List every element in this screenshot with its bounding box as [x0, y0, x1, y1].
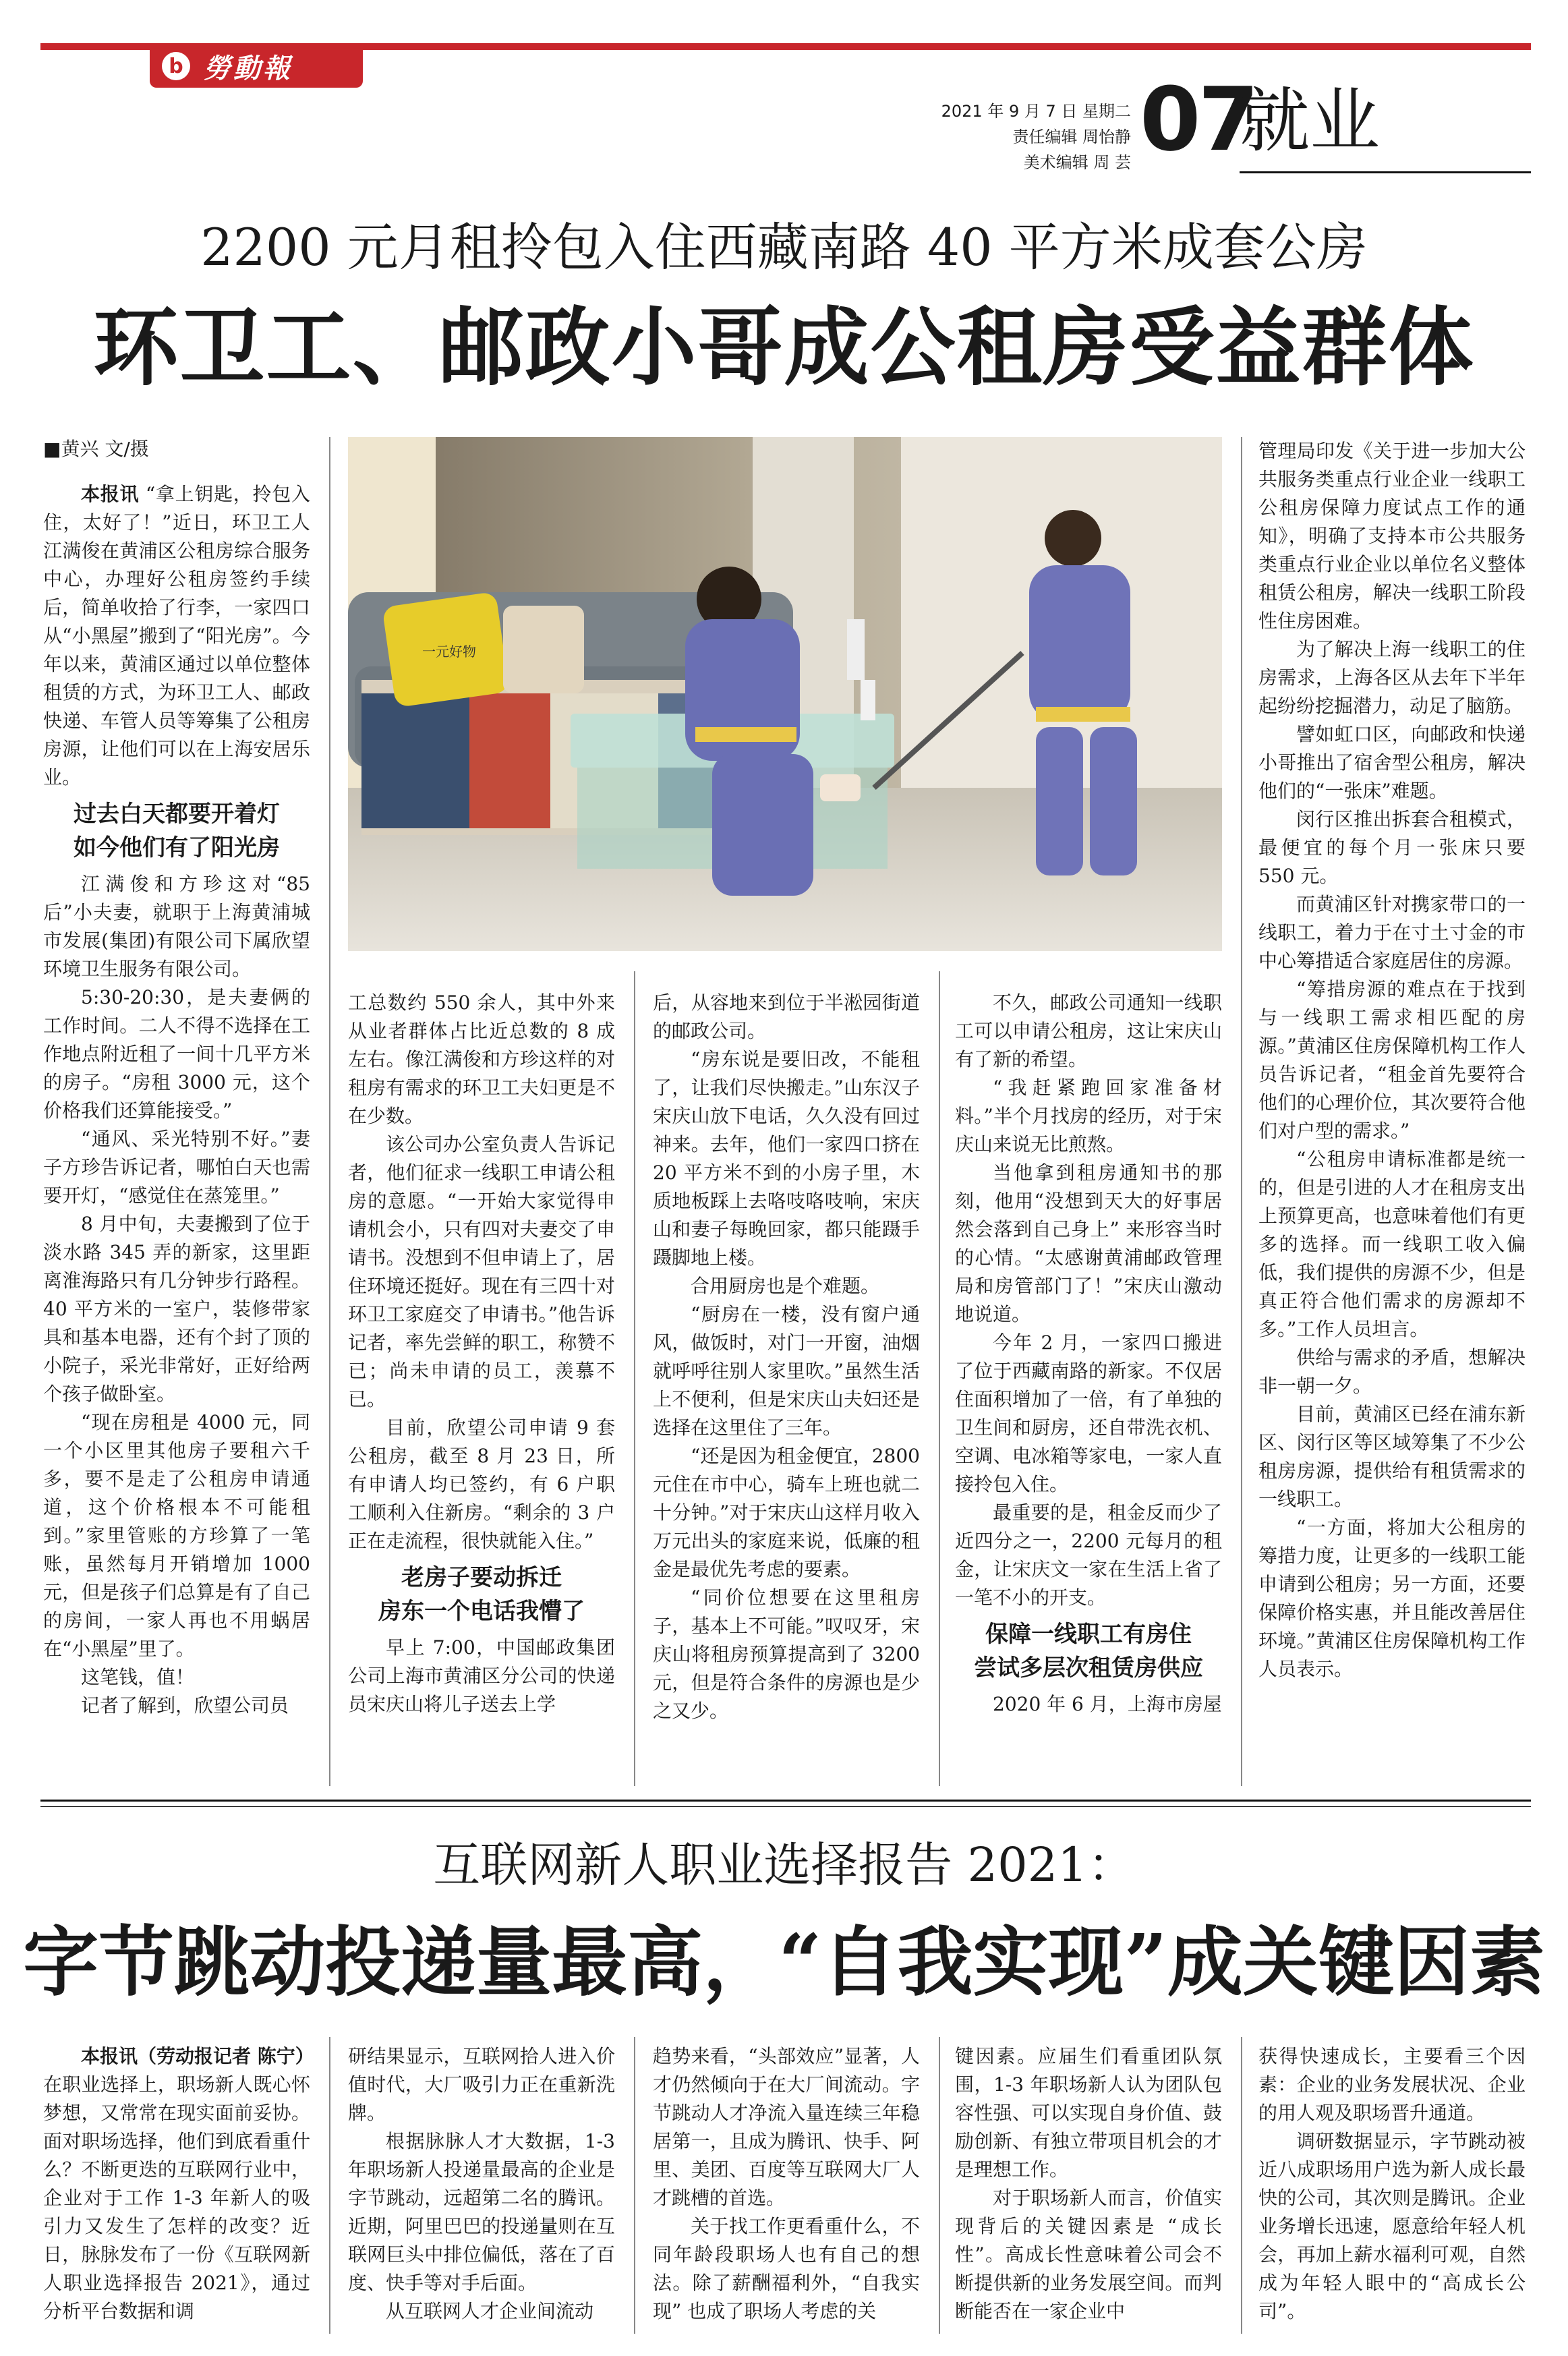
article1-column-4 — [955, 989, 1222, 1719]
paragraph-text: 不久，邮政公司通知一线职工可以申请公租房，这让宋庆山有了新的希望。 — [955, 992, 1222, 1070]
article2-headline: 字节跳动投递量最高，“自我实现”成关键因素 — [23, 1918, 1545, 2007]
paragraph-text: 关于找工作更看重什么，不同年龄段职场人也有自己的想法。除了薪酬福利外，“自我实现” 也成了职场人考虑的关 — [653, 2215, 920, 2322]
paragraph — [1258, 975, 1526, 1145]
section-title: 就业 — [1240, 80, 1381, 162]
paragraph-text: 根据脉脉人才大数据，1-3 年职场新人投递量最高的企业是字节跳动，远超第二名的腾讯。近期，阿里巴巴的投递量则在互联网巨头中排位偏低，落在了百度、快手等对手后面。 — [348, 2130, 615, 2294]
paragraph-text: 合用厨房也是个难题。 — [691, 1275, 880, 1297]
paragraph — [348, 989, 615, 1130]
paragraph — [43, 1125, 310, 1210]
article2-subtitle: 互联网新人职业选择报告 2021： — [433, 1837, 1135, 1893]
paragraph — [43, 1692, 310, 1720]
paragraph-text: “我赶紧跑回家准备材料。”半个月找房的经历，对于宋庆山来说无比煎熬。 — [955, 1076, 1222, 1155]
paragraph-text: 这笔钱，值！ — [81, 1666, 195, 1688]
paragraph — [348, 1634, 615, 1719]
article2-column-2 — [348, 2042, 615, 2326]
paragraph-text: 目前，黄浦区已经在浦东新区、闵行区等区域筹集了不少公租房房源，提供给有租赁需求的一线职工。 — [1258, 1403, 1526, 1510]
paragraph — [43, 983, 310, 1125]
page-number: 07 — [1140, 68, 1256, 171]
paragraph — [348, 2042, 615, 2127]
logo-text: 勞動報 — [204, 52, 293, 84]
paragraph — [1258, 890, 1526, 975]
paragraph — [43, 870, 310, 983]
paragraph-text: 为了解决上海一线职工的住房需求，上海各区从去年下半年起纷纷挖掘潜力，动足了脑筋。 — [1258, 638, 1526, 717]
responsible-editor: 责任编辑 周怡静 — [1012, 127, 1131, 146]
section-rule — [1240, 171, 1531, 173]
paragraph — [653, 989, 920, 1045]
paragraph-text: 工总数约 550 余人，其中外来从业者群体占比近总数的 8 成左右。像江满俊和方珍这样的对租房有需求的环卫工夫妇更是不在少数。 — [348, 992, 615, 1127]
paragraph — [43, 480, 310, 792]
paragraph — [955, 1159, 1222, 1329]
paragraph — [653, 2042, 920, 2212]
article2-column-4 — [955, 2042, 1222, 2326]
subheading-line: 尝试多层次租赁房供应 — [974, 1655, 1203, 1682]
paragraph-text: 调研数据显示，字节跳动被近八成职场用户选为新人成长最快的公司，其次则是腾讯。企业业务增长迅速，愿意给年轻人机会，再加上薪水福利可观，自然成为年轻人眼中的“高成长公司”。 — [1258, 2130, 1526, 2322]
article-separator-thin — [40, 1806, 1531, 1807]
subheading — [348, 1561, 615, 1628]
paragraph — [955, 989, 1222, 1074]
article-separator — [40, 1800, 1531, 1802]
paragraph-text: 供给与需求的矛盾，想解决非一朝一夕。 — [1258, 1346, 1526, 1397]
paragraph-text: “一方面，将加大公租房的筹措力度，让更多的一线职工能申请到公租房；另一方面，还要保障价格实惠，并且能改善居住环境。”黄浦区住房保障机构工作人员表示。 — [1258, 1516, 1526, 1680]
column-divider — [939, 971, 940, 1786]
paragraph-text: 从互联网人才企业间流动 — [386, 2300, 594, 2322]
paragraph-text: “还是因为租金便宜，2800 元住在市中心，骑车上班也就二十分钟。”对于宋庆山这样月收入万元出头的家庭来说，低廉的租金是最优先考虑的要素。 — [653, 1445, 920, 1580]
paragraph — [43, 1663, 310, 1692]
paragraph — [1258, 2127, 1526, 2326]
pillow-label: 一元好物 — [422, 643, 476, 660]
paragraph — [653, 1272, 920, 1300]
subheading-line: 房东一个电话我懵了 — [378, 1598, 585, 1625]
newspaper-logo — [150, 45, 363, 88]
paragraph — [653, 2212, 920, 2326]
subheading-line: 保障一线职工有房住 — [985, 1621, 1192, 1648]
article2-column-3 — [653, 2042, 920, 2326]
article2-column-1 — [43, 2042, 314, 2326]
column-divider — [634, 971, 635, 1786]
paragraph-text: 譬如虹口区，向邮政和快递小哥推出了宿舍型公租房，解决他们的“一张床”难题。 — [1258, 723, 1526, 802]
paragraph-text: 闵行区推出拆套合租模式，最便宜的每个月一张床只要 550 元。 — [1258, 808, 1526, 887]
paragraph — [1258, 720, 1526, 805]
paragraph-text: “筹措房源的难点在于找到与一线职工需求相匹配的房源。”黄浦区住房保障机构工作人员告诉记者，“租金首先要符合他们的心理价位，其次要符合他们对户型的需求。” — [1258, 978, 1526, 1142]
column-divider — [939, 2037, 940, 2334]
subheading — [955, 1617, 1222, 1685]
paragraph — [43, 1408, 310, 1663]
paragraph — [653, 1584, 920, 1725]
column-divider — [1241, 437, 1242, 1786]
subheading — [43, 797, 310, 865]
paragraph — [43, 1210, 310, 1408]
article1-column-1 — [43, 480, 310, 1720]
paragraph-text: 最重要的是，租金反而少了近四分之一，2200 元每月的租金，让宋庆文一家在生活上省了一笔不小的开支。 — [955, 1501, 1222, 1609]
paragraph — [1258, 2042, 1526, 2127]
paragraph — [653, 1442, 920, 1584]
paragraph — [955, 1499, 1222, 1612]
paragraph-text: 今年 2 月，一家四口搬进了位于西藏南路的新家。不仅居住面积增加了一倍，有了单独的卫生间和厨房，还自带洗衣机、空调、电冰箱等家电，一家人直接拎包入住。 — [955, 1331, 1222, 1495]
paragraph-text: “现在房租是 4000 元，同一个小区里其他房子要租六千多，要不是走了公租房申请通道，这个价格根本不可能租到。”家里管账的方珍算了一笔账，虽然每月开销增加 1000 元，但是孩子们总算是有了自己的房间，一家人再也不用蜗居在“小黑屋”里了。 — [43, 1411, 310, 1660]
paragraph — [955, 2184, 1222, 2326]
paragraph — [1258, 1400, 1526, 1514]
paragraph-text: 2020 年 6 月，上海市房屋 — [993, 1693, 1222, 1715]
paragraph — [1258, 635, 1526, 720]
paragraph — [43, 2042, 314, 2326]
article1-subtitle: 2200 元月租拎包入住西藏南路 40 平方米成套公房 — [200, 217, 1368, 277]
paragraph — [1258, 437, 1526, 635]
paragraph-text: 而黄浦区针对携家带口的一线职工，着力于在寸土寸金的市中心筹措适合家庭居住的房源。 — [1258, 893, 1526, 972]
article1-photo — [348, 437, 1222, 951]
paragraph — [955, 1329, 1222, 1499]
dateline: 本报讯（劳动报记者 陈宁） — [81, 2045, 314, 2067]
column-divider — [1241, 2037, 1242, 2334]
paragraph-text: 当他拿到租房通知书的那刻，他用“没想到天大的好事居然会落到自己身上” 来形容当时的心情。“太感谢黄浦邮政管理局和房管部门了！”宋庆山激动地说道。 — [955, 1161, 1222, 1325]
paragraph-text: “厨房在一楼，没有窗户通风，做饭时，对门一开窗，油烟就呼呼往别人家里吹。”虽然生活上不便利，但是宋庆山夫妇还是选择在这里住了三年。 — [653, 1303, 920, 1439]
paragraph — [955, 2042, 1222, 2184]
paragraph — [955, 1690, 1222, 1719]
paragraph-text: 早上 7:00，中国邮政集团公司上海市黄浦区分公司的快递员宋庆山将儿子送去上学 — [348, 1636, 615, 1715]
issue-date: 2021 年 9 月 7 日 星期二 — [941, 102, 1131, 121]
paragraph — [348, 1414, 615, 1555]
paragraph-text: 研结果显示，互联网拾人进入价值时代，大厂吸引力正在重新洗牌。 — [348, 2045, 615, 2124]
logo-mark-icon: b — [162, 52, 190, 80]
paragraph — [1258, 805, 1526, 890]
subheading-line: 老房子要动拆迁 — [401, 1564, 562, 1591]
paragraph-text: 该公司办公室负责人告诉记者，他们征求一线职工申请公租房的意愿。“一开始大家觉得申请机会小，只有四对夫妻交了申请书。没想到不但申请上了，居住环境还挺好。现在有三四十对环卫工家庭交了申请书。”他告诉记者，率先尝鲜的职工，称赞不已；尚未申请的员工，羡慕不已。 — [348, 1133, 615, 1410]
dateline: 本报讯 — [81, 483, 140, 505]
article2-column-5 — [1258, 2042, 1526, 2326]
paragraph — [653, 1300, 920, 1442]
page-meta — [941, 98, 1131, 175]
paragraph-text: 目前，欣望公司申请 9 套公租房，截至 8 月 23 日，所有申请人均已签约，有 6 户职工顺利入住新房。“剩余的 3 户正在走流程，很快就能入住。” — [348, 1416, 615, 1552]
paragraph-text: 后，从容地来到位于半淞园街道的邮政公司。 — [653, 992, 920, 1042]
paragraph-text: 管理局印发《关于进一步加大公共服务类重点行业企业一线职工公租房保障力度试点工作的通知》，明确了支持本市公共服务类重点行业企业以单位名义整体租赁公租房，解决一线职工阶段性住房困难。 — [1258, 440, 1526, 632]
paragraph-text: 记者了解到，欣望公司员 — [81, 1694, 289, 1717]
paragraph-text: “公租房申请标准都是统一的，但是引进的人才在租房支出上预算更高，也意味着他们有更多的选择。而一线职工收入偏低，我们提供的房源不少，但是真正符合他们需求的房源却不多。”工作人员坦言。 — [1258, 1148, 1526, 1340]
column-divider — [329, 437, 330, 1786]
paragraph — [653, 1045, 920, 1272]
paragraph — [1258, 1344, 1526, 1400]
article1-headline: 环卫工、邮政小哥成公租房受益群体 — [93, 297, 1475, 397]
article1-column-5 — [1258, 437, 1526, 1684]
paragraph-text: 获得快速成长，主要看三个因素：企业的业务发展状况、企业的用人观及职场晋升通道。 — [1258, 2045, 1526, 2124]
article1-byline: ■黄兴 文/摄 — [43, 438, 149, 460]
paragraph-text: 键因素。应届生们看重团队氛围，1-3 年职场新人认为团队包容性强、可以实现自身价值、鼓励创新、有独立带项目机会的才是理想工作。 — [955, 2045, 1222, 2181]
paragraph-text: “房东说是要旧改，不能租了，让我们尽快搬走。”山东汉子宋庆山放下电话，久久没有回过神来。去年，他们一家四口挤在 20 平方米不到的小房子里，木质地板踩上去咯吱咯吱响，宋庆山和妻子每晚回家，都只能蹑手蹑脚地上楼。 — [653, 1048, 920, 1269]
column-divider — [634, 2037, 635, 2334]
paragraph — [955, 1074, 1222, 1159]
paragraph-text: “同价位想要在这里租房子，基本上不可能。”叹叹牙，宋庆山将租房预算提高到了 3200 元，但是符合条件的房源也是少之又少。 — [653, 1586, 920, 1722]
paragraph-text: “拿上钥匙，拎包入住，太好了！”近日，环卫工人江满俊在黄浦区公租房综合服务中心，办理好公租房签约手续后，简单收拾了行李，一家四口从“小黑屋”搬到了“阳光房”。今年以来，黄浦区通过以单位整体租赁的方式，为环卫工人、邮政快递、车管人员等筹集了公租房房源，让他们可以在上海安居乐业。 — [43, 483, 310, 788]
subheading-line: 过去白天都要开着灯 — [74, 801, 280, 828]
paragraph — [1258, 1514, 1526, 1684]
paragraph — [348, 1130, 615, 1414]
art-editor: 美术编辑 周 芸 — [1023, 153, 1131, 172]
paragraph — [348, 2127, 615, 2297]
cleaning-scene-illustration — [348, 437, 1222, 951]
paragraph-text: 趋势来看，“头部效应”显著，人才仍然倾向于在大厂间流动。字节跳动人才净流入量连续三年稳居第一，且成为腾讯、快手、阿里、美团、百度等互联网大厂人才跳槽的首选。 — [653, 2045, 920, 2209]
paragraph — [348, 2297, 615, 2326]
paragraph-text: 5:30-20:30，是夫妻俩的工作时间。二人不得不选择在工作地点附近租了一间十几平方米的房子。“房租 3000 元，这个价格我们还算能接受。” — [43, 986, 310, 1122]
column-divider — [329, 2037, 330, 2334]
paragraph — [1258, 1145, 1526, 1344]
article1-column-2 — [348, 989, 615, 1719]
paragraph-text: 8 月中旬，夫妻搬到了位于淡水路 345 弄的新家，这里距离淮海路只有几分钟步行路程。40 平方米的一室户，装修带家具和基本电器，还有个封了顶的小院子，采光非常好，正好给两个孩子做卧室。 — [43, 1213, 310, 1405]
subheading-line: 如今他们有了阳光房 — [74, 834, 280, 861]
paragraph-text: 江满俊和方珍这对“85后”小夫妻，就职于上海黄浦城市发展(集团)有限公司下属欣望环境卫生服务有限公司。 — [43, 873, 310, 980]
paragraph-text: 在职业选择上，职场新人既心怀梦想，又常常在现实面前妥协。面对职场选择，他们到底看重什么？不断更迭的互联网行业中，企业对于工作 1-3 年新人的吸引力又发生了怎样的改变？近日，脉脉发布了一份《互联网新人职业选择报告 2021》，通过分析平台数据和调 — [43, 2073, 310, 2322]
paragraph-text: 对于职场新人而言，价值实现背后的关键因素是 “成长性”。高成长性意味着公司会不断提供新的业务发展空间。而判断能否在一家企业中 — [955, 2187, 1222, 2322]
article1-column-3 — [653, 989, 920, 1725]
paragraph-text: “通风、采光特别不好。”妻子方珍告诉记者，哪怕白天也需要开灯，“感觉住在蒸笼里。” — [43, 1128, 310, 1207]
